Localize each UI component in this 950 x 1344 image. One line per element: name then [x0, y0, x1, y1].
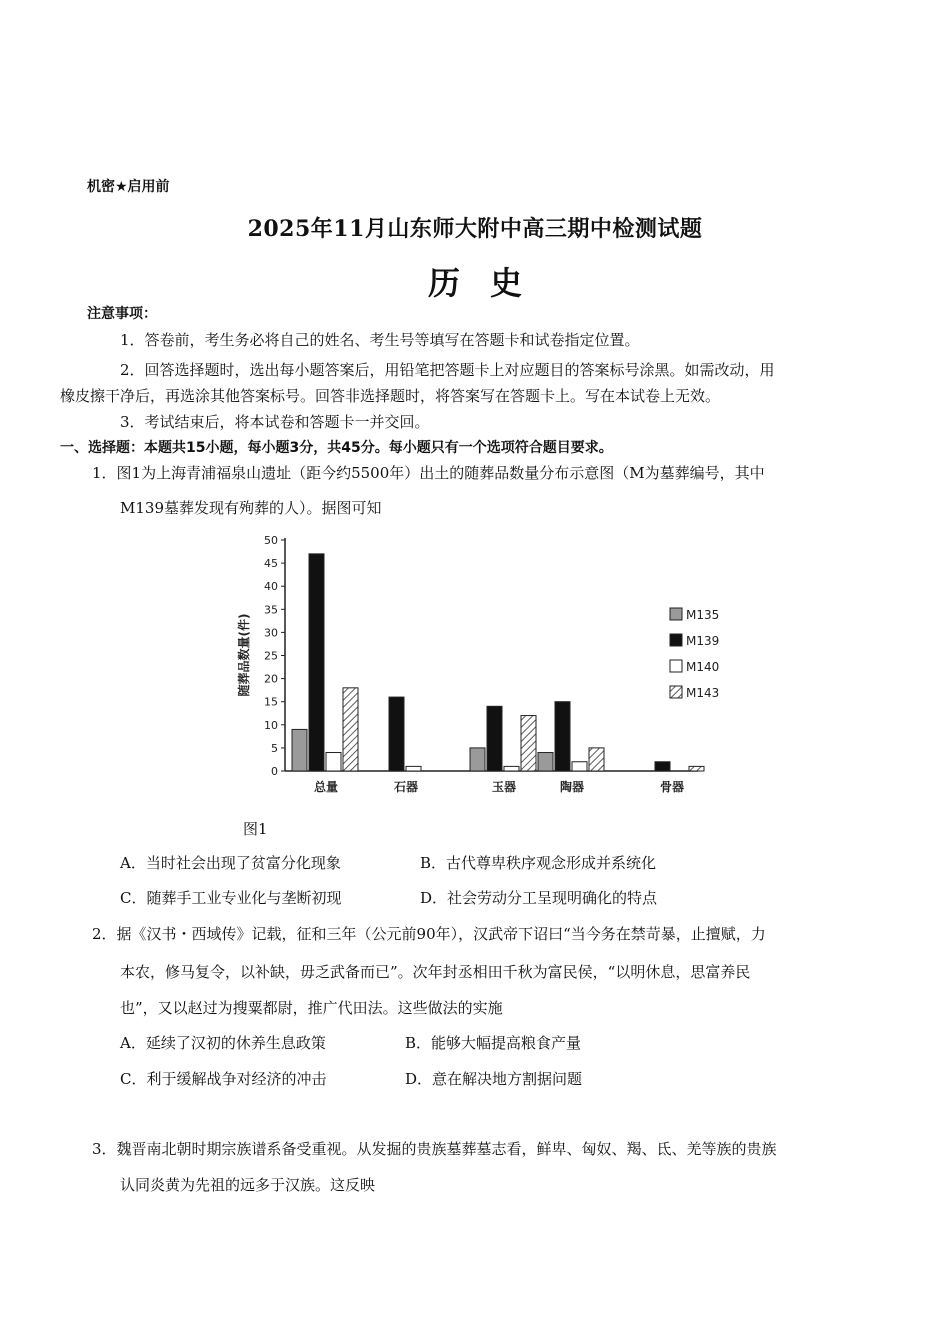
bar-m143 — [589, 748, 604, 771]
q3-stem-line-2: 认同炎黄为先祖的远多于汉族。这反映 — [120, 1176, 376, 1194]
bar-m139 — [555, 702, 570, 771]
y-tick-label: 0 — [271, 765, 278, 778]
category-label: 骨器 — [659, 780, 685, 794]
bar-m139 — [487, 706, 502, 771]
category-label: 总量 — [313, 780, 339, 794]
category-label: 石器 — [393, 780, 419, 794]
bar-m140 — [504, 766, 519, 771]
y-axis-label: 随葬品数量(件) — [237, 613, 251, 697]
legend-label: M140 — [686, 660, 720, 674]
y-tick-label: 50 — [264, 534, 278, 547]
q3-stem-line-1: 3．魏晋南北朝时期宗族谱系备受重视。从发掘的贵族墓葬墓志看，鲜卑、匈奴、羯、氐、羌等族的贵族 — [92, 1140, 777, 1158]
y-tick-label: 10 — [264, 718, 278, 732]
legend-swatch — [670, 686, 682, 698]
y-tick-label: 25 — [264, 649, 278, 663]
notice-heading: 注意事项： — [87, 306, 157, 322]
bar-m139 — [389, 697, 404, 771]
exam-title: 2025年11月山东师大附中高三期中检测试题 — [247, 216, 703, 242]
legend-swatch — [670, 608, 682, 620]
q1-bar-chart — [230, 530, 730, 805]
bar-m135 — [292, 729, 307, 771]
bar-m143 — [689, 766, 704, 771]
notice-item-3: 3．考试结束后，将本试卷和答题卡一并交回。 — [120, 413, 430, 431]
q1-stem-line-1: 1．图1为上海青浦福泉山遗址（距今约5500年）出土的随葬品数量分布示意图（M为墓葬编号，其中 — [92, 464, 765, 482]
q2-option-d[interactable]: D．意在解决地方割据问题 — [405, 1070, 583, 1088]
notice-item-1: 1．答卷前，考生务必将自己的姓名、考生号等填写在答题卡和试卷指定位置。 — [120, 331, 640, 349]
q1-stem-line-2: M139墓葬发现有殉葬的人）。据图可知 — [120, 499, 382, 517]
legend-label: M139 — [686, 634, 720, 648]
bar-m140 — [326, 753, 341, 771]
bar-m140 — [572, 762, 587, 771]
figure-caption: 图1 — [243, 820, 268, 838]
bar-m140 — [406, 766, 421, 771]
subject-title: 历史 — [427, 264, 552, 302]
section-1-heading: 一、选择题：本题共15小题，每小题3分，共45分。每小题只有一个选项符合题目要求。 — [60, 440, 613, 456]
y-tick-label: 30 — [264, 626, 278, 640]
q2-option-c[interactable]: C．利于缓解战争对经济的冲击 — [120, 1070, 327, 1088]
q1-option-d[interactable]: D．社会劳动分工呈现明确化的特点 — [420, 889, 658, 907]
category-label: 陶器 — [559, 780, 585, 794]
q2-option-b[interactable]: B．能够大幅提高粮食产量 — [405, 1034, 582, 1052]
legend-swatch — [670, 660, 682, 672]
q1-option-a[interactable]: A．当时社会出现了贫富分化现象 — [120, 854, 341, 872]
y-tick-label: 5 — [271, 741, 278, 755]
bar-m143 — [521, 716, 536, 771]
q2-stem-line-2: 本农，修马复令，以补缺，毋乏武备而已”。次年封丞相田千秋为富民侯，“以明休息，思富养民 — [120, 963, 751, 981]
confidential-mark: 机密★启用前 — [87, 179, 170, 195]
y-tick-label: 35 — [264, 603, 278, 617]
notice-item-2-line-2: 橡皮擦干净后，再选涂其他答案标号。回答非选择题时，将答案写在答题卡上。写在本试卷上无效。 — [60, 387, 721, 405]
q2-stem-line-3: 也”，又以赵过为搜粟都尉，推广代田法。这些做法的实施 — [120, 999, 503, 1017]
q1-option-c[interactable]: C．随葬手工业专业化与垄断初现 — [120, 889, 342, 907]
y-tick-label: 40 — [264, 580, 278, 594]
category-label: 玉器 — [491, 780, 517, 794]
y-tick-label: 15 — [264, 695, 278, 709]
y-tick-label: 20 — [264, 672, 278, 686]
bar-m139 — [309, 554, 324, 771]
q2-stem-line-1: 2．据《汉书・西域传》记载，征和三年（公元前90年），汉武帝下诏曰“当今务在禁苛暴，止擅赋，力 — [92, 925, 766, 943]
bar-m135 — [470, 748, 485, 771]
legend-label: M143 — [686, 686, 720, 700]
q1-option-b[interactable]: B．古代尊卑秩序观念形成并系统化 — [420, 854, 657, 872]
y-tick-label: 45 — [264, 557, 278, 571]
notice-item-2-line-1: 2．回答选择题时，选出每小题答案后，用铅笔把答题卡上对应题目的答案标号涂黑。如需改动，用 — [120, 361, 775, 379]
bar-m135 — [538, 753, 553, 771]
bar-m139 — [655, 762, 670, 771]
legend-label: M135 — [686, 608, 720, 622]
bar-m143 — [343, 688, 358, 771]
q2-option-a[interactable]: A．延续了汉初的休养生息政策 — [120, 1034, 326, 1052]
legend-swatch — [670, 634, 682, 646]
